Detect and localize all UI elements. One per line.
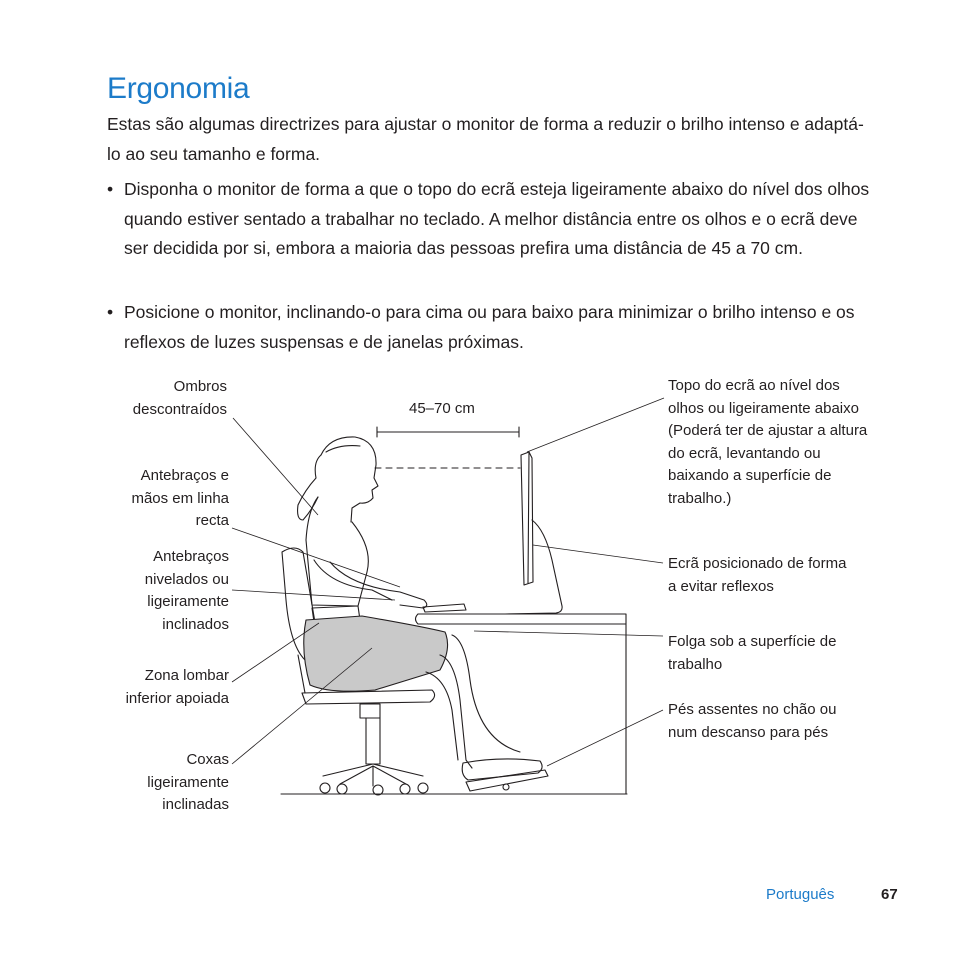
- distance-label: 45–70 cm: [409, 400, 475, 417]
- label-shoulders: Ombros descontraídos: [132, 378, 227, 418]
- keyboard: [423, 604, 466, 612]
- caster: [337, 784, 347, 794]
- bullet-text: Disponha o monitor de forma a que o topo do ecrã esteja ligeiramente abaixo do nível dos olhos quando estiver sentado a trabalhar no teclado. A melhor distância entre os olhos e o ecrã deve ser decidida por si, embora a maioria das pessoas prefira uma distância de 45 a 70 cm.: [124, 179, 870, 258]
- label-lumbar: Zona lombar inferior apoiada: [125, 667, 229, 707]
- monitor-bezel: [528, 452, 529, 583]
- ponytail: [298, 455, 321, 520]
- cable: [452, 635, 520, 752]
- bullet-text: Posicione o monitor, inclinando-o para cima ou para baixo para minimizar o brilho intenso e os reflexos de luzes suspensas e de janelas próximas.: [124, 302, 855, 352]
- label-screen-position: Ecrã posicionado de forma a evitar reflexos: [668, 555, 847, 595]
- skirt: [304, 616, 448, 691]
- shin-back: [440, 655, 472, 768]
- page-title: Ergonomia: [107, 72, 250, 105]
- bullet-symbol: •: [107, 179, 114, 199]
- desk: [418, 614, 626, 794]
- callout-line: [232, 648, 372, 764]
- desk-edge: [416, 614, 627, 624]
- label-thighs: Coxas ligeiramente inclinadas: [147, 751, 229, 813]
- callout-line: [547, 710, 663, 766]
- hair-line: [326, 446, 360, 452]
- chair-legs: [323, 764, 423, 786]
- label-forearms-hands: Antebraços e mãos em linha recta: [131, 467, 229, 529]
- torso: [306, 497, 368, 606]
- caster: [400, 784, 410, 794]
- chair-seat: [302, 690, 435, 704]
- footer-language: Português: [766, 886, 835, 903]
- chair-base-top: [360, 704, 380, 718]
- callout-line: [232, 590, 395, 600]
- label-forearms-level: Antebraços nivelados ou ligeiramente inclinados: [144, 548, 229, 633]
- callout-line: [527, 398, 664, 452]
- label-screen-top: Topo do ecrã ao nível dos olhos ou ligeiramente abaixo (Poderá ter de ajustar a altura do ecrã, levantando ou baixando a superfície de trabalho.): [668, 377, 868, 507]
- bullet-symbol: •: [107, 302, 114, 322]
- page-number: 67: [881, 886, 898, 903]
- callout-line: [474, 631, 663, 636]
- shin-front: [426, 672, 458, 760]
- forearm: [330, 562, 427, 608]
- callout-line: [233, 418, 318, 515]
- callout-line: [232, 528, 400, 587]
- label-feet: Pés assentes no chão ou num descanso para pés: [668, 701, 837, 741]
- footrest-knob: [503, 784, 509, 790]
- label-desk-clearance: Folga sob a superfície de trabalho: [668, 633, 837, 673]
- intro-paragraph: Estas são algumas directrizes para ajustar o monitor de forma a reduzir o brilho intenso e adaptá-lo ao seu tamanho e forma.: [107, 114, 864, 164]
- chair-column: [366, 718, 380, 764]
- caster: [418, 783, 428, 793]
- caster: [320, 783, 330, 793]
- monitor-stand: [505, 520, 562, 614]
- chair-back-post: [298, 655, 305, 693]
- monitor-screen: [521, 452, 533, 585]
